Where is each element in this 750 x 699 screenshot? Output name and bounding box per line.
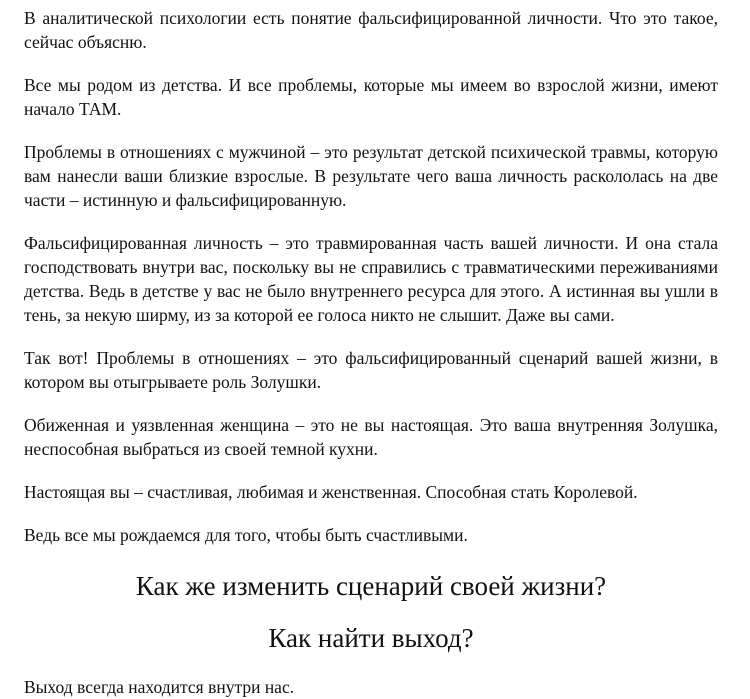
paragraph: Фальсифицированная личность – это травмированная часть вашей личности. И она стала господствовать внутри вас, поскольку вы не справились с травматическими переживаниями детства. Ведь в детстве у вас не было внутреннего ресурса для этого. А истинная вы ушли в тень, за некую ширму, из за которой ее голоса никто не слышит. Даже вы сами. <box>24 233 718 325</box>
paragraph: Так вот! Проблемы в отношениях – это фальсифицированный сценарий вашей жизни, в котором вы отыгрываете роль Золушки. <box>24 348 718 392</box>
paragraph: Проблемы в отношениях с мужчиной – это результат детской психической травмы, которую вам нанесли ваши близкие взрослые. В результате чего ваша личность раскололась на две части – истинную и фальсифицированную. <box>24 142 718 210</box>
paragraph: Все мы родом из детства. И все проблемы, которые мы имеем во взрослой жизни, имеют начало ТАМ. <box>24 75 718 119</box>
closing-paragraph: Выход всегда находится внутри нас. <box>24 677 295 697</box>
paragraph: В аналитической психологии есть понятие фальсифицированной личности. Что это такое, сейчас объясню. <box>24 8 718 52</box>
paragraph: Настоящая вы – счастливая, любимая и женственная. Способная стать Королевой. <box>24 482 638 502</box>
heading-find-exit: Как найти выход? <box>268 623 474 653</box>
heading-change-scenario: Как же изменить сценарий своей жизни? <box>135 571 607 601</box>
paragraph: Ведь все мы рождаемся для того, чтобы быть счастливыми. <box>24 525 468 545</box>
paragraph: Обиженная и уязвленная женщина – это не вы настоящая. Это ваша внутренняя Золушка, неспособная выбраться из своей темной кухни. <box>24 415 718 459</box>
